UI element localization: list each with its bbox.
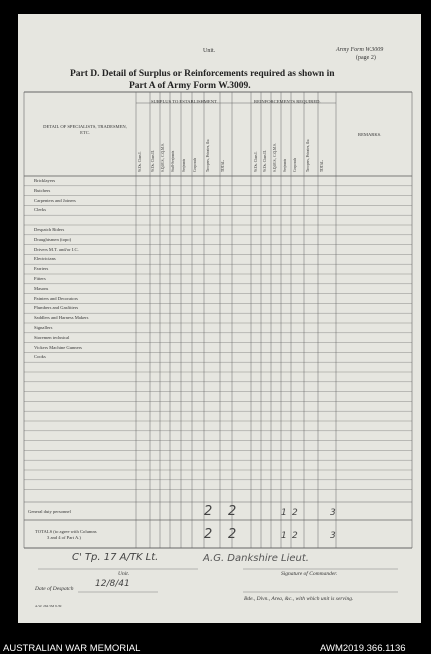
row-label: Signallers <box>34 325 53 330</box>
remarks-header: REMARKS. <box>358 132 382 137</box>
surplus-column-header: W.Os. Class II. <box>151 150 155 172</box>
row-label: Saddlers and Harness Makers <box>34 315 89 321</box>
unit-footer-label: Unit. <box>118 571 130 577</box>
gd-reinf-corporals: 1 <box>281 508 287 518</box>
reinforcement-column-header: Troopers, Privates, &c. <box>306 138 310 172</box>
row-label: Clerks <box>34 207 46 213</box>
totals-reinf-corporals: 1 <box>281 531 287 541</box>
row-label: Plumbers and Gasfitters <box>34 305 79 311</box>
reinforcements-header: REINFORCEMENTS REQUIRED. <box>254 99 321 104</box>
totals-reinf-total: 3 <box>330 531 336 541</box>
row-label: Painters and Decorators <box>34 295 78 301</box>
reinforcement-column-header: TOTAL. <box>320 159 324 172</box>
form-title-line1: Part D. Detail of Surplus or Reinforcements required as shown in <box>70 69 335 79</box>
totals-surplus-total: 2 <box>228 527 237 542</box>
row-label: Vickers Machine Gunners <box>34 344 82 350</box>
page-number: (page 2) <box>356 55 376 61</box>
unit-handwritten: C' Tp. 17 A/TK Lt. <box>72 552 159 563</box>
row-label: Electricians <box>34 256 56 262</box>
signature-label: Signature of Commander. <box>281 571 338 577</box>
caption-left: AUSTRALIAN WAR MEMORIAL <box>3 643 141 654</box>
row-label: Storemen technical <box>34 334 70 340</box>
date-handwritten: 12/8/41 <box>95 579 130 589</box>
surplus-column-header: Serjeants <box>182 158 186 172</box>
gd-reinf-troopers: 2 <box>292 508 298 518</box>
totals-reinf-troopers: 2 <box>292 531 298 541</box>
gd-reinf-total: 3 <box>330 508 336 518</box>
totals-surplus-troopers: 2 <box>204 527 213 542</box>
unit-label: Unit. <box>203 48 216 54</box>
gd-surplus-total: 2 <box>228 504 237 519</box>
caption-bar <box>0 623 431 653</box>
surplus-header: SURPLUS TO ESTABLISHMENT. <box>151 99 218 104</box>
print-code: A.W. 264 5M 9-39 <box>35 604 62 608</box>
detail-header: DETAIL OF SPECIALISTS, TRADESMEN, ETC. <box>43 124 127 135</box>
brigade-label: Bde., Divn., Area, &c., with which unit is serving. <box>244 596 354 602</box>
row-label: Masons <box>34 285 49 291</box>
row-label: Despatch Riders <box>34 227 65 232</box>
surplus-column-header: Corporals <box>193 157 197 172</box>
row-label: Bricklayers <box>34 178 56 183</box>
form-id: Army Form W.3009 <box>336 47 384 53</box>
row-label: Draughtsmen (topo) <box>34 236 72 242</box>
row-label: Fitters <box>34 276 46 281</box>
totals-label-line2: 3 and 4 of Part A.) <box>47 535 81 540</box>
row-label: Butchers <box>34 187 51 193</box>
reinforcement-column-header: W.Os. Class I. <box>254 151 258 172</box>
surplus-column-header: S.Q.M.S., C.Q.M.S. <box>161 143 165 172</box>
gd-surplus-troopers: 2 <box>204 504 213 519</box>
form-title-line2: Part A of Army Form W.3009. <box>129 81 251 91</box>
row-label: Drivers M.T. and/or I.C. <box>34 246 79 252</box>
totals-label-line1: TOTALS (to agree with Columns <box>35 529 97 534</box>
date-label: Date of Despatch <box>35 586 74 592</box>
surplus-column-header: Troopers, Privates, &c. <box>206 138 210 172</box>
reinforcement-column-header: Corporals <box>293 157 297 172</box>
surplus-column-header: TOTAL. <box>221 159 225 172</box>
general-duty-label: General duty personnel <box>28 509 71 514</box>
reinforcement-column-header: W.Os. Class II. <box>263 150 267 172</box>
row-label: Farriers <box>34 266 49 272</box>
caption-right: AWM2019.366.1136 <box>320 643 406 654</box>
reinforcement-column-header: Serjeants <box>283 158 287 172</box>
surplus-column-header: Staff-Serjeants <box>171 150 175 172</box>
form-page <box>18 14 421 623</box>
reinforcement-column-header: S.Q.M.S., C.Q.M.S. <box>273 143 277 172</box>
row-label: Cooks <box>34 354 46 360</box>
surplus-column-header: W.Os. Class I. <box>138 151 142 172</box>
signature-handwritten: A.G. Dankshire Lieut. <box>203 553 309 564</box>
row-label: Carpenters and Joiners <box>34 197 76 203</box>
